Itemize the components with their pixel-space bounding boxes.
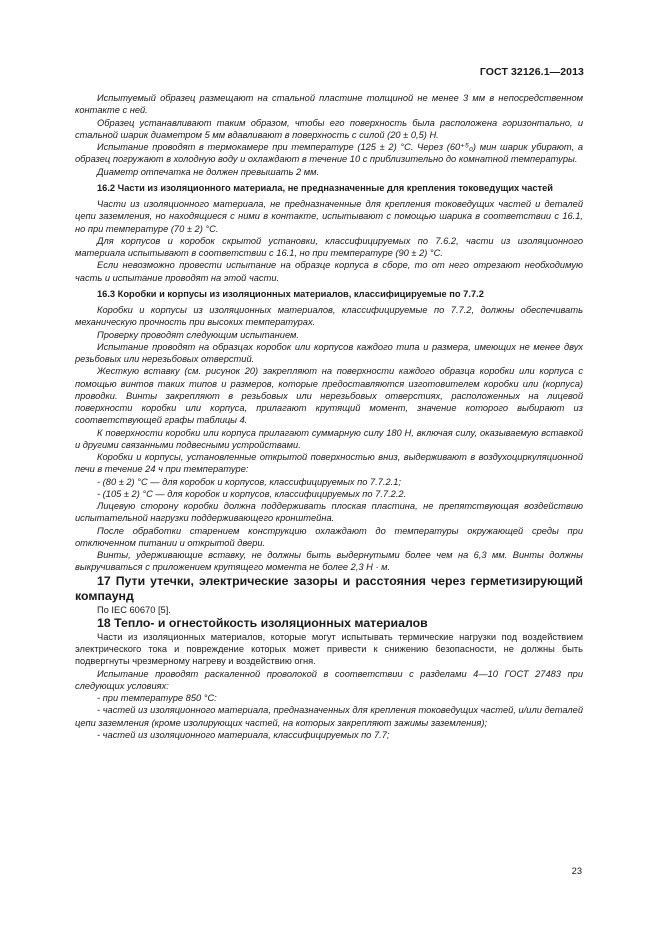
paragraph: Винты, удерживающие вставку, не должны быть выдернутыми более чем на 6,3 мм. Винты должны выкручиваться с приложением крутящего момента не более 2,3 Н · м. — [75, 550, 583, 573]
paragraph: Испытание проводят на образцах коробок или корпусов каждого типа и размера, имеющих не менее двух резьбовых или нерезьбовых отверстий. — [75, 341, 583, 364]
paragraph: Жесткую вставку (см. рисунок 20) закрепляют на поверхности каждого образца коробки или корпуса с помощью винтов таких типов и размеров, которые предоставляются изготовителем коробки или (корпуса) проводки. Винты закрепляют в резьбовых или нерезьбовых отверстиях, расположенных на лицевой поверхности коробки или корпуса, прилагают крутящий момент, значение которого выбирают из соответствующей графы таблицы 4. — [75, 366, 583, 426]
paragraph: Лицевую сторону коробки должна поддерживать плоская пластина, не препятствующая воздействию испытательной нагрузки поддерживающего кронштейна. — [75, 501, 583, 524]
paragraph: Если невозможно провести испытание на образце корпуса в сборе, то от него отрезают необходимую часть и испытание проводят на этой части. — [75, 260, 583, 283]
section-heading-18: 18 Тепло- и огнестойкость изоляционных материалов — [97, 615, 428, 630]
paragraph: После обработки старением конструкцию охлаждают до температуры окружающей среды при отключенном питании и открытой двери. — [75, 525, 583, 548]
document-number-header: ГОСТ 32126.1—2013 — [479, 66, 584, 78]
paragraph: Испытуемый образец размещают на стальной пластине толщиной не менее 3 мм в непосредственном контакте с ней. — [75, 93, 583, 116]
subsection-heading-16-3: 16.3 Коробки и корпусы из изоляционных материалов, классифицируемые по 7.7.2 — [97, 288, 484, 299]
paragraph: К поверхности коробки или корпуса прилагают суммарную силу 180 Н, включая силу, оказываемую вставкой и другими связанными подвесными устройствами. — [75, 427, 583, 450]
list-item: - частей из изоляционного материала, классифицируемых по 7.7; — [97, 729, 390, 740]
paragraph: Части из изоляционных материалов, которые могут испытывать термические нагрузки под воздействием электрического тока и повреждение которых может привести к снижению безопасности, не должны быть подвергнуты чрезмерному нагреву и воздействию огня. — [75, 631, 583, 667]
paragraph: Коробки и корпусы, установленные открытой поверхностью вниз, выдерживают в воздухоциркуляционной печи в течение 24 ч при температуре: — [75, 452, 583, 475]
page-number: 23 — [571, 866, 582, 876]
paragraph: Коробки и корпусы из изоляционных материалов, классифицируемые по 7.7.2, должны обеспечивать механическую прочность при высоких температурах. — [75, 305, 583, 328]
document-body — [75, 92, 583, 741]
subsection-heading-16-2: 16.2 Части из изоляционного материала, не предназначенные для крепления токоведущих частей — [97, 182, 553, 193]
list-item: - (80 ± 2) °С — для коробок и корпусов, классифицируемых по 7.7.2.1; — [97, 476, 402, 487]
paragraph: Для корпусов и коробок скрытой установки, классифицируемых по 7.6.2, части из изоляционного материала испытывают в соответствии с 16.1, но при температуре (90 ± 2) °С. — [75, 235, 583, 258]
paragraph: Диаметр отпечатка не должен превышать 2 мм. — [97, 166, 320, 177]
paragraph: Части из изоляционного материала, не предназначенные для крепления токоведущих частей и деталей цепи заземления, но находящиеся с ними в контакте, испытывают с помощью шарика в соответствии с 16.1, но при температуре (70 ± 2) °С. — [75, 199, 583, 234]
paragraph: По IEC 60670 [5]. — [97, 604, 171, 615]
paragraph: Проверку проводят следующим испытанием. — [97, 329, 299, 340]
list-item: - частей из изоляционного материала, предназначенных для крепления токоведущих частей, и/или деталей цепи заземления (кроме изолирующих частей, на которых закрепляют зажимы заземления); — [75, 705, 583, 728]
section-heading-17: 17 Пути утечки, электрические зазоры и расстояния через герметизирующий компаунд — [75, 573, 583, 603]
paragraph: Испытание проводят раскаленной проволокой в соответствии с разделами 4—10 ГОСТ 27483 при следующих условиях: — [75, 668, 583, 691]
paragraph: Испытание проводят в термокамере при температуре (125 ± 2) °С. Через (60⁺⁵₀) мин шарик убирают, а образец погружают в холодную воду и охлаждают в течение 10 с приблизительно до комнатной температуры. — [75, 142, 583, 165]
paragraph: Образец устанавливают таким образом, чтобы его поверхность была расположена горизонтально, и стальной шарик диаметром 5 мм вдавливают в поверхность с силой (20 ± 0,5) Н. — [75, 117, 583, 140]
list-item: - (105 ± 2) °С — для коробок и корпусов, классифицируемых по 7.7.2.2. — [97, 488, 407, 499]
list-item: - при температуре 850 °С: — [97, 693, 217, 703]
